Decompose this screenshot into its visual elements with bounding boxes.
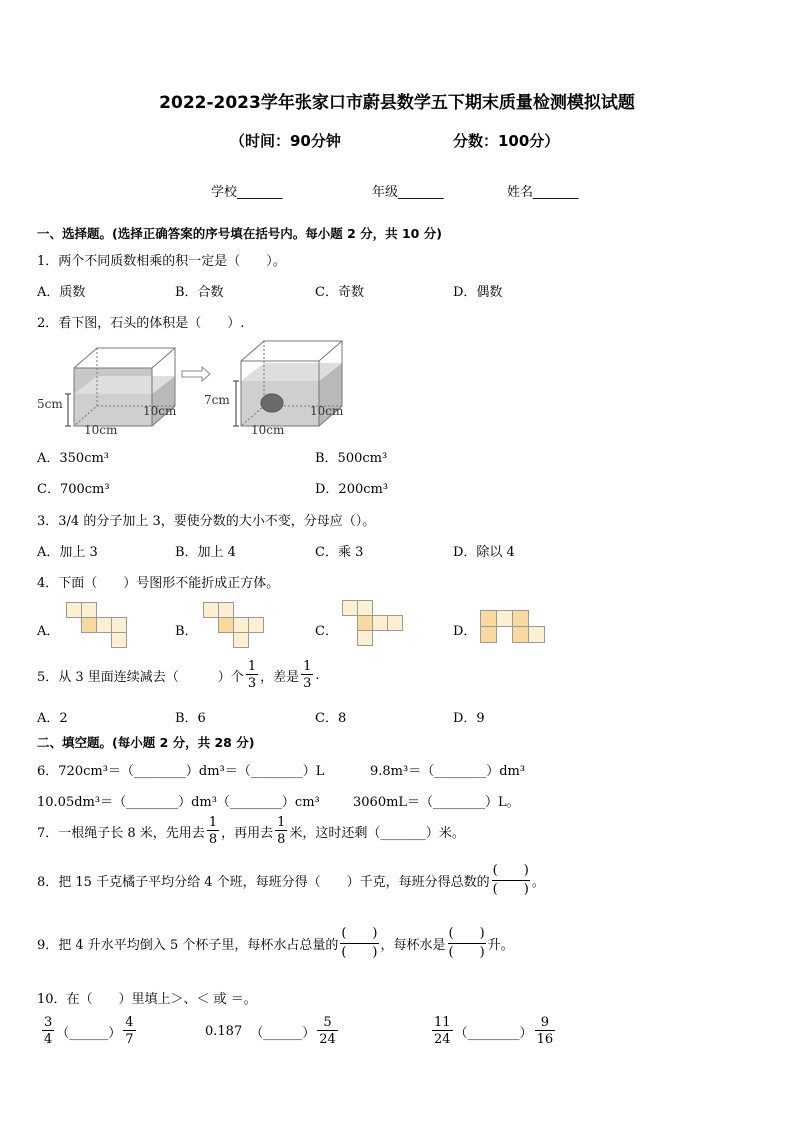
q5-option-c: C．8 [315, 711, 347, 726]
fig-label-width-2: 10cm [251, 423, 285, 437]
q2-option-a: A．350cm³ [37, 451, 110, 466]
q6-line2-part-b: 3060mL＝（________）L。 [353, 795, 520, 810]
q10-decimal: 0.187 [205, 1023, 243, 1039]
grade-field: 年级_______ [372, 185, 444, 200]
q8-blank-numerator[interactable]: ( ) [492, 863, 529, 878]
q3-option-d: D．除以 4 [453, 545, 515, 560]
q9-stem [37, 927, 514, 961]
cube-net-c [342, 600, 406, 650]
q1-option-b: B．合数 [175, 285, 224, 300]
q5-stem-part-b: ，差是 [260, 669, 300, 685]
q10-blank-1[interactable]: （______） [56, 1025, 122, 1041]
q10-fraction-5-24 [317, 1016, 338, 1046]
fig-label-height-1: 5cm [37, 397, 63, 411]
q10-f5-numerator: 9 [540, 1015, 549, 1030]
q5-fraction-2-denominator: 3 [303, 676, 312, 691]
exam-time: （时间：90分钟 [230, 132, 341, 150]
q10-fraction-11-24 [432, 1016, 453, 1046]
q3-stem: 3．3/4 的分子加上 3，要使分数的大小不变，分母应（）。 [37, 514, 376, 529]
q5-stem-part-a: 5．从 3 里面连续减去（ ）个 [37, 669, 244, 685]
q9-part-c: 升。 [487, 938, 514, 954]
q10-f1-denominator: 4 [44, 1032, 53, 1047]
q7-part-a: 7．一根绳子长 8 米，先用去 [37, 825, 205, 841]
q1-stem: 1．两个不同质数相乘的积一定是（ ）。 [37, 254, 286, 269]
q5-fraction-2-numerator: 1 [303, 659, 312, 674]
q10-stem: 10．在（ ）里填上＞、＜ 或 ＝。 [37, 992, 257, 1007]
q2-option-d: D．200cm³ [315, 482, 389, 497]
q7-fraction-1 [207, 816, 219, 846]
q10-f5-denominator: 16 [536, 1032, 554, 1047]
q1-option-a: A．质数 [37, 285, 86, 300]
q10-f4-denominator: 24 [434, 1032, 451, 1047]
exam-score: 分数：100分） [453, 132, 560, 150]
fig-label-depth-2: 10cm [310, 404, 344, 418]
q10-compare-1 [40, 1016, 138, 1046]
q10-f3-denominator: 24 [319, 1032, 336, 1047]
q7-fraction-1-denominator: 8 [208, 832, 218, 847]
q10-blank-3[interactable]: （________） [454, 1025, 533, 1041]
q4-option-d: D． [453, 624, 477, 639]
section-1-title: 一、选择题。(选择正确答案的序号填在括号内。每小题 2 分，共 10 分) [37, 226, 442, 241]
page-title: 2022-2023学年张家口市蔚县数学五下期末质量检测模拟试题 [159, 93, 635, 113]
q10-blank-2[interactable]: （______） [250, 1025, 316, 1041]
arrow-icon [182, 367, 210, 381]
fig-label-height-2: 7cm [204, 393, 230, 407]
q5-fraction-2 [301, 660, 313, 690]
q5-option-a: A．2 [37, 711, 68, 726]
q10-f1-numerator: 3 [44, 1015, 53, 1030]
name-field: 姓名_______ [507, 185, 579, 200]
q9-blank-fraction-2[interactable] [448, 927, 486, 961]
q7-part-c: 米，这时还剩（_______）米。 [289, 825, 465, 841]
q8-blank-fraction[interactable] [492, 864, 530, 898]
q5-fraction-1-numerator: 1 [247, 659, 257, 674]
q2-option-c: C．700cm³ [37, 482, 110, 497]
q1-option-c: C．奇数 [315, 285, 364, 300]
fig-label-depth-1: 10cm [143, 404, 177, 418]
q3-option-a: A．加上 3 [37, 545, 98, 560]
q7-fraction-1-numerator: 1 [208, 815, 218, 830]
fig-label-width-1: 10cm [84, 423, 118, 437]
q10-f3-numerator: 5 [323, 1015, 332, 1030]
q7-part-b: ，再用去 [221, 825, 274, 841]
q7-fraction-2 [275, 816, 287, 846]
q1-option-d: D．偶数 [453, 285, 503, 300]
q10-fraction-4-7 [123, 1016, 135, 1046]
q5-stem [37, 660, 320, 690]
q7-fraction-2-denominator: 8 [277, 832, 286, 847]
q10-f4-numerator: 11 [434, 1015, 451, 1030]
q4-option-c: C． [315, 624, 338, 639]
q3-option-c: C．乘 3 [315, 545, 364, 560]
q9-blank-1-denominator[interactable]: ( ) [341, 945, 378, 961]
q10-f2-numerator: 4 [125, 1015, 134, 1030]
q10-compare-3 [430, 1016, 557, 1046]
q8-blank-denominator[interactable]: ( ) [492, 882, 529, 898]
q9-part-a: 9．把 4 升水平均倒入 5 个杯子里，每杯水占总量的 [37, 938, 339, 954]
q10-fraction-9-16 [535, 1016, 556, 1046]
q10-fraction-3-4 [42, 1016, 54, 1046]
q7-stem [37, 816, 465, 846]
q8-part-b: 。 [531, 875, 545, 891]
cube-net-b [203, 602, 267, 650]
q9-blank-2-denominator[interactable]: ( ) [448, 945, 485, 961]
q5-option-d: D．9 [453, 711, 485, 726]
q4-option-b: B． [175, 624, 198, 639]
q4-stem: 4．下面（ ）号图形不能折成正方体。 [37, 576, 280, 591]
q10-compare-2 [205, 1016, 340, 1046]
q8-part-a: 8．把 15 千克橘子平均分给 4 个班，每班分得（ ）千克，每班分得总数的 [37, 875, 490, 891]
q9-blank-fraction-1[interactable] [340, 927, 378, 961]
q6-line2-part-a: 10.05dm³＝（________）dm³（________）cm³ [37, 795, 320, 810]
q5-fraction-1 [246, 660, 258, 690]
q9-part-b: ，每杯水是 [380, 938, 446, 954]
q2-stem: 2．看下图，石头的体积是（ ）. [37, 316, 245, 331]
q9-blank-1-numerator[interactable]: ( ) [341, 926, 378, 941]
cube-net-d [480, 610, 546, 646]
cube-net-a [66, 602, 130, 650]
q5-stem-part-c: . [315, 667, 320, 683]
section-2-title: 二、填空题。(每小题 2 分，共 28 分) [37, 735, 255, 750]
q5-option-b: B．6 [175, 711, 206, 726]
q3-option-b: B．加上 4 [175, 545, 236, 560]
q2-option-b: B．500cm³ [315, 451, 388, 466]
q6-line1-part-b: 9.8m³＝（________）dm³ [370, 764, 526, 779]
school-field: 学校_______ [211, 185, 283, 200]
q9-blank-2-numerator[interactable]: ( ) [448, 926, 485, 941]
q5-fraction-1-denominator: 3 [247, 676, 257, 691]
q7-fraction-2-numerator: 1 [277, 815, 286, 830]
q6-line1-part-a: 6．720cm³＝（________）dm³＝（________）L [37, 764, 325, 779]
q8-stem [37, 864, 545, 898]
q10-f2-denominator: 7 [125, 1032, 134, 1047]
q2-water-cube-figure [36, 336, 366, 438]
q4-option-a: A． [37, 624, 60, 639]
